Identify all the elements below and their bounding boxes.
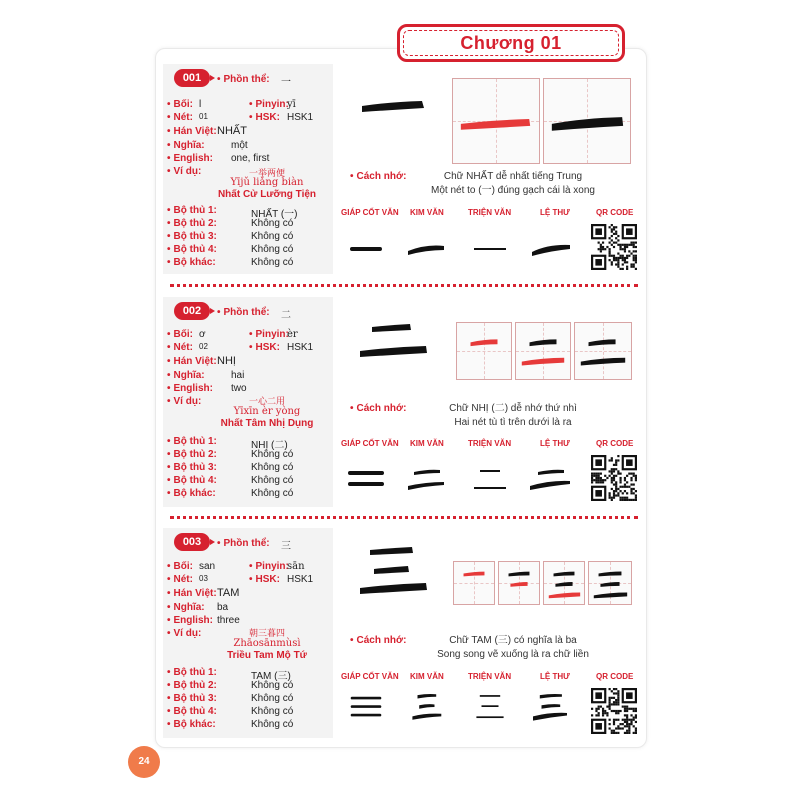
entry-separator	[170, 284, 638, 287]
stroke-order-box	[543, 78, 631, 164]
boi-value: l	[199, 99, 202, 110]
style-header-le-thu: LỆ THƯ	[540, 208, 570, 217]
nghia-label: • Nghĩa:	[167, 370, 205, 381]
style-header-qr-code: QR CODE	[596, 208, 634, 217]
cach-nho-label: • Cách nhớ:	[350, 635, 406, 646]
stroke-order-box	[456, 322, 512, 380]
nghia-label: • Nghĩa:	[167, 140, 205, 151]
stroke-order-box	[498, 561, 540, 605]
english-value: one, first	[231, 153, 270, 164]
style-header-trien-van: TRIỆN VĂN	[468, 672, 512, 681]
hsk-label: • HSK:	[249, 342, 280, 353]
hsk-value: HSK1	[287, 574, 314, 585]
bo-thu-2-label: • Bộ thủ 2:	[167, 449, 217, 460]
han-viet-label: • Hán Việt:	[167, 588, 217, 599]
style-header-qr-code: QR CODE	[596, 672, 634, 681]
bo-thu-4-label: • Bộ thủ 4:	[167, 475, 217, 486]
clerical-script-glyph	[528, 232, 572, 266]
net-label: • Nét:	[167, 574, 193, 585]
mnemonic-line-1: Chữ TAM (三) có nghĩa là ba	[449, 635, 577, 646]
bo-thu-3-value: Không có	[251, 462, 294, 473]
bronze-script-glyph	[404, 690, 448, 724]
character-entry	[163, 297, 639, 507]
hsk-value: HSK1	[287, 112, 314, 123]
bo-khac-label: • Bộ khác:	[167, 488, 216, 499]
big-character-er	[348, 305, 434, 369]
han-viet-label: • Hán Việt:	[167, 356, 217, 367]
qr-code[interactable]	[591, 224, 637, 270]
pinyin-label: • Pinyin:	[249, 329, 289, 340]
style-header-giap-cot-van: GIÁP CỐT VĂN	[341, 672, 399, 681]
vi-du-label: • Ví dụ:	[167, 166, 201, 177]
big-character-yi	[348, 72, 434, 136]
style-header-trien-van: TRIỆN VĂN	[468, 208, 512, 217]
bo-khac-value: Không có	[251, 257, 294, 268]
bo-thu-4-value: Không có	[251, 475, 294, 486]
oracle-bone-glyph	[344, 462, 388, 496]
style-header-le-thu: LỆ THƯ	[540, 672, 570, 681]
visual-panel	[338, 64, 639, 274]
example-pinyin: Yīxīn èr yòng	[233, 406, 301, 417]
bo-thu-3-label: • Bộ thủ 3:	[167, 693, 217, 704]
bo-thu-1-label: • Bộ thủ 1:	[167, 205, 217, 216]
nghia-value: một	[231, 140, 248, 151]
bo-thu-2-label: • Bộ thủ 2:	[167, 218, 217, 229]
phon-the-label: • Phồn thể:	[217, 307, 270, 318]
nghia-label: • Nghĩa:	[167, 602, 205, 613]
han-viet-value: TAM	[217, 587, 240, 599]
mnemonic-line-2: Song song vẽ xuống là ra chữ liền	[437, 649, 589, 660]
bo-khac-value: Không có	[251, 488, 294, 499]
example-viet: Triều Tam Mộ Tứ	[227, 650, 307, 661]
clerical-script-glyph	[528, 462, 572, 496]
boi-value: ơ	[199, 329, 206, 340]
bo-thu-4-label: • Bộ thủ 4:	[167, 244, 217, 255]
example-viet: Nhất Tâm Nhị Dụng	[220, 418, 314, 429]
phon-the-label: • Phồn thể:	[217, 74, 270, 85]
stroke-order-box	[515, 322, 571, 380]
hsk-value: HSK1	[287, 342, 314, 353]
example-viet: Nhất Cử Lưỡng Tiện	[217, 189, 317, 200]
example-hanzi: 一举两便	[248, 169, 285, 179]
character-entry	[163, 64, 639, 274]
qr-code[interactable]	[591, 688, 637, 734]
chapter-title: Chương 01	[460, 32, 562, 53]
entry-number-badge: 001	[174, 69, 210, 87]
boi-label: • Bối:	[167, 561, 193, 572]
bo-thu-4-label: • Bộ thủ 4:	[167, 706, 217, 717]
oracle-bone-glyph	[344, 232, 388, 266]
boi-label: • Bối:	[167, 329, 193, 340]
style-header-le-thu: LỆ THƯ	[540, 439, 570, 448]
bo-thu-1-value: NHẤT (一)	[251, 209, 298, 220]
entry-number-badge: 003	[174, 533, 210, 551]
phon-the-value: 三	[281, 541, 291, 552]
example-hanzi: 一心二用	[248, 397, 285, 407]
bo-khac-label: • Bộ khác:	[167, 719, 216, 730]
pinyin-label: • Pinyin:	[249, 99, 289, 110]
net-value: 03	[199, 574, 208, 583]
stroke-order-box	[574, 322, 632, 380]
example-hanzi: 朝三暮四	[248, 629, 285, 639]
bo-thu-3-value: Không có	[251, 693, 294, 704]
visual-panel	[338, 297, 639, 507]
seal-script-glyph	[468, 232, 512, 266]
character-entry	[163, 528, 639, 738]
mnemonic-line-2: Hai nét tù tì trên dưới là ra	[454, 417, 572, 428]
net-value: 01	[199, 112, 208, 121]
english-label: • English:	[167, 615, 213, 626]
vi-du-label: • Ví dụ:	[167, 628, 201, 639]
net-label: • Nét:	[167, 112, 193, 123]
bronze-script-glyph	[404, 462, 448, 496]
cach-nho-label: • Cách nhớ:	[350, 171, 406, 182]
info-panel	[163, 297, 333, 507]
visual-panel	[338, 528, 639, 738]
english-label: • English:	[167, 153, 213, 164]
mnemonic-line-1: Chữ NHẤT dễ nhất tiếng Trung	[443, 171, 583, 182]
style-header-kim-van: KIM VĂN	[410, 208, 444, 217]
example-pinyin: Yījǔ liǎng biàn	[230, 177, 304, 188]
bo-thu-3-label: • Bộ thủ 3:	[167, 462, 217, 473]
net-value: 02	[199, 342, 208, 351]
qr-code[interactable]	[591, 455, 637, 501]
stroke-order-box	[452, 78, 540, 164]
boi-label: • Bối:	[167, 99, 193, 110]
stroke-order-box	[453, 561, 495, 605]
hsk-label: • HSK:	[249, 112, 280, 123]
bo-thu-4-value: Không có	[251, 706, 294, 717]
style-header-kim-van: KIM VĂN	[410, 439, 444, 448]
seal-script-glyph	[468, 690, 512, 724]
info-panel	[163, 528, 333, 738]
style-header-trien-van: TRIỆN VĂN	[468, 439, 512, 448]
info-panel	[163, 64, 333, 274]
bo-thu-1-label: • Bộ thủ 1:	[167, 436, 217, 447]
phon-the-label: • Phồn thể:	[217, 538, 270, 549]
english-value: two	[231, 383, 247, 394]
bo-khac-label: • Bộ khác:	[167, 257, 216, 268]
pinyin-value: èr	[287, 329, 298, 340]
bo-khac-value: Không có	[251, 719, 294, 730]
style-header-giap-cot-van: GIÁP CỐT VĂN	[341, 439, 399, 448]
entry-number-badge: 002	[174, 302, 210, 320]
example-pinyin: Zhāosānmùsì	[233, 638, 301, 649]
vi-du-label: • Ví dụ:	[167, 396, 201, 407]
bo-thu-3-label: • Bộ thủ 3:	[167, 231, 217, 242]
bronze-script-glyph	[404, 232, 448, 266]
clerical-script-glyph	[528, 690, 572, 724]
bo-thu-1-value: NHỊ (二)	[251, 440, 288, 451]
chapter-title-box	[397, 24, 625, 62]
pinyin-value: sān	[287, 561, 305, 572]
hsk-label: • HSK:	[249, 574, 280, 585]
mnemonic-line-1: Chữ NHỊ (二) dễ nhớ thứ nhì	[449, 403, 577, 414]
phon-the-value: 一	[281, 77, 291, 88]
han-viet-label: • Hán Việt:	[167, 126, 217, 137]
bo-thu-1-value: TAM (三)	[251, 671, 291, 682]
style-header-kim-van: KIM VĂN	[410, 672, 444, 681]
bo-thu-2-value: Không có	[251, 449, 294, 460]
mnemonic-line-2: Một nét to (一) đúng gạch cái là xong	[431, 185, 595, 196]
pinyin-label: • Pinyin:	[249, 561, 289, 572]
bo-thu-1-label: • Bộ thủ 1:	[167, 667, 217, 678]
bo-thu-2-label: • Bộ thủ 2:	[167, 680, 217, 691]
style-header-giap-cot-van: GIÁP CỐT VĂN	[341, 208, 399, 217]
stroke-order-box	[543, 561, 585, 605]
english-label: • English:	[167, 383, 213, 394]
nghia-value: ba	[217, 602, 229, 613]
stroke-order-box	[588, 561, 632, 605]
bo-thu-4-value: Không có	[251, 244, 294, 255]
bo-thu-3-value: Không có	[251, 231, 294, 242]
han-viet-value: NHẤT	[217, 125, 247, 137]
nghia-value: hai	[231, 370, 245, 381]
page-number: 24	[128, 746, 160, 778]
phon-the-value: 二	[281, 310, 291, 321]
english-value: three	[217, 615, 240, 626]
han-viet-value: NHỊ	[217, 355, 236, 367]
bo-thu-2-value: Không có	[251, 680, 294, 691]
entry-separator	[170, 516, 638, 519]
oracle-bone-glyph	[344, 690, 388, 724]
bo-thu-2-value: Không có	[251, 218, 294, 229]
boi-value: san	[199, 561, 216, 572]
big-character-san	[348, 536, 434, 600]
net-label: • Nét:	[167, 342, 193, 353]
style-header-qr-code: QR CODE	[596, 439, 634, 448]
pinyin-value: yī	[287, 99, 296, 110]
seal-script-glyph	[468, 462, 512, 496]
cach-nho-label: • Cách nhớ:	[350, 403, 406, 414]
